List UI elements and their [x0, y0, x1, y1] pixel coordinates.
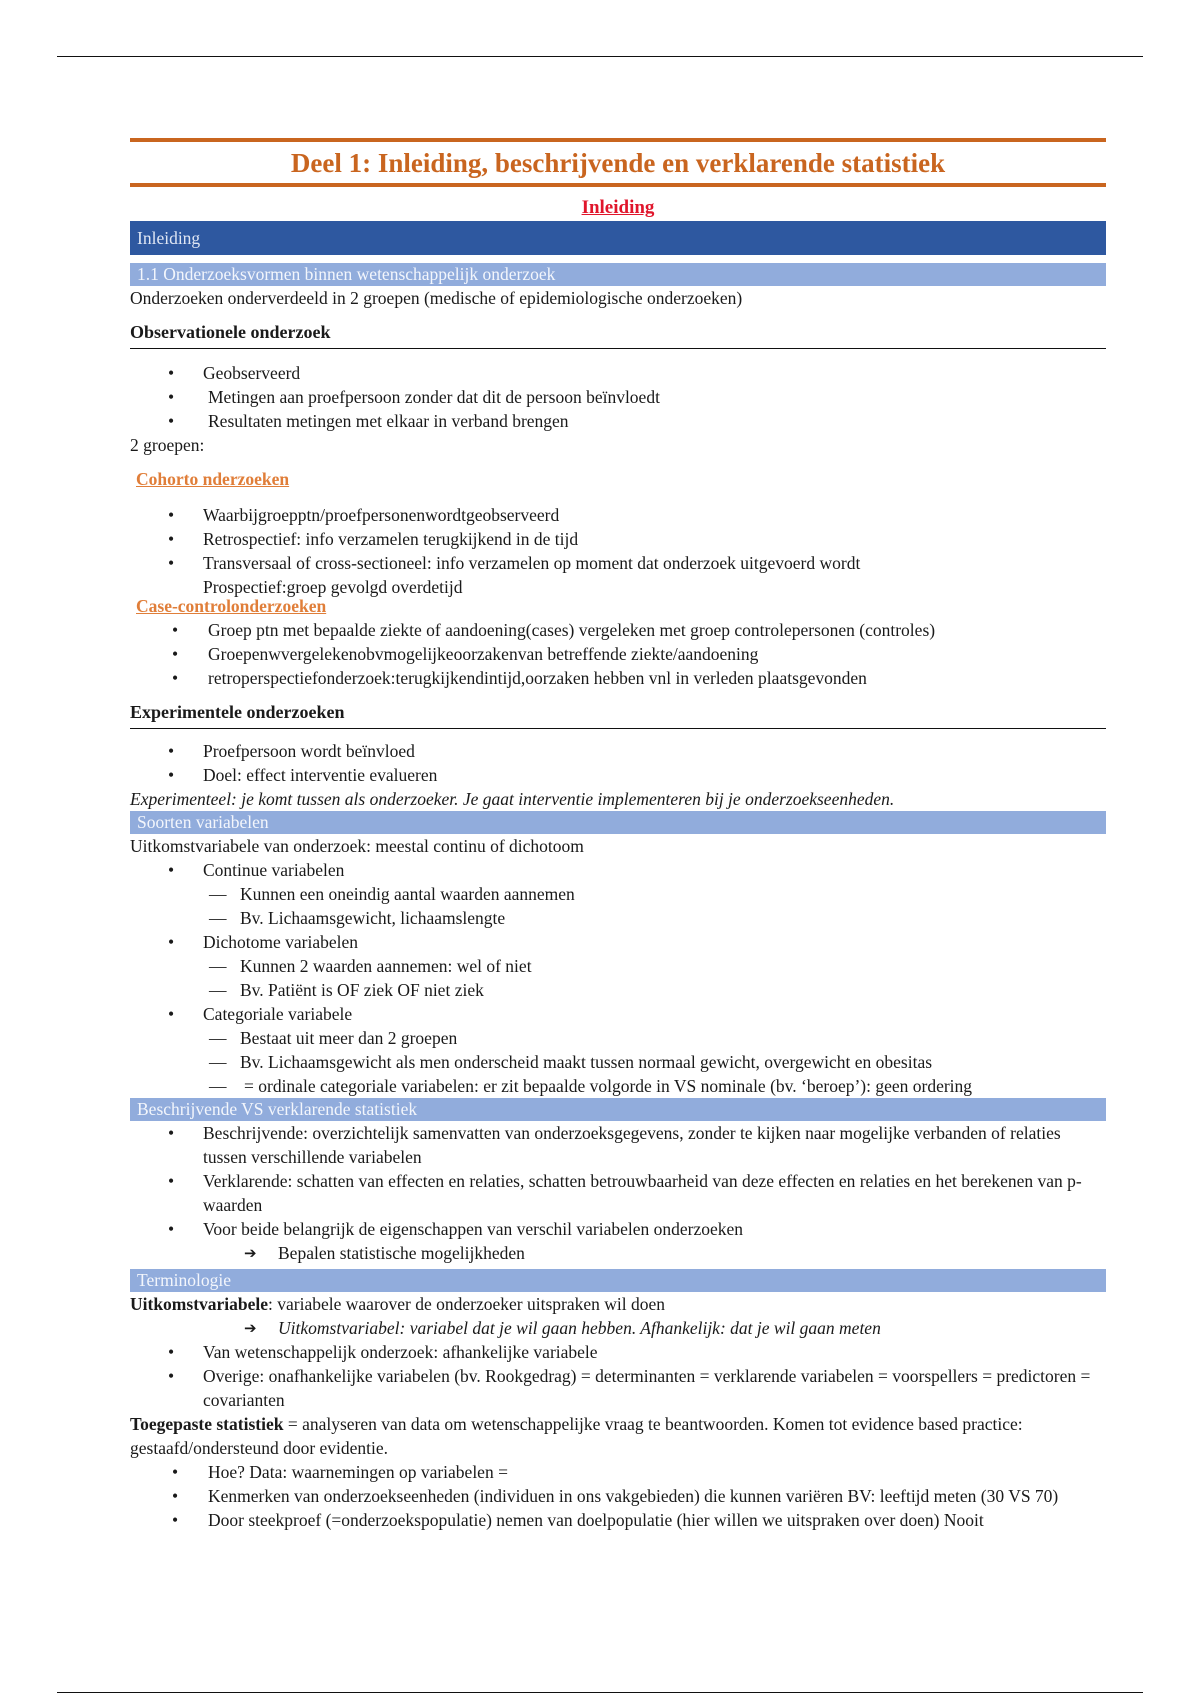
list-item: • Retrospectief: info verzamelen terugkijkend in de tijd: [130, 527, 1106, 551]
cohort-list: [130, 503, 1106, 575]
heading-experimenteel: Experimentele onderzoeken: [130, 702, 345, 722]
variabelen-list: [130, 858, 1106, 882]
beschrijvend-list: [130, 1121, 1106, 1241]
list-item: • Hoe? Data: waarnemingen op variabelen =: [130, 1460, 1106, 1484]
list-item: • Metingen aan proefpersoon zonder dat dit de persoon beïnvloedt: [130, 385, 1106, 409]
document-body: [130, 138, 1106, 1532]
list-item: • Transversaal of cross-sectioneel: info verzamelen op moment dat onderzoek uitgevoerd wordt: [130, 551, 1106, 575]
list-item: • Door steekproef (=onderzoekspopulatie) nemen van doelpopulatie (hier willen we uitspraken over doen) Nooit: [130, 1508, 1106, 1532]
heading-cohort: Cohorto nderzoeken: [136, 469, 290, 489]
list-item: • Doel: effect interventie evalueren: [130, 763, 1106, 787]
observationeel-list: [130, 361, 1106, 433]
list-item: • Proefpersoon wordt beïnvloed: [130, 739, 1106, 763]
uitkomstvariabele-text: : variabele waarover de onderzoeker uitspraken wil doen: [268, 1294, 666, 1314]
sub-item: — Bv. Lichaamsgewicht als men onderscheid maakt tussen normaal gewicht, overgewicht en obesitas: [130, 1050, 1106, 1074]
list-item: • Waarbijgroepptn/proefpersonenwordtgeobserveerd: [130, 503, 1106, 527]
list-item: • Voor beide belangrijk de eigenschappen van verschil variabelen onderzoeken: [130, 1217, 1106, 1241]
sub-item: — = ordinale categoriale variabelen: er zit bepaalde volgorde in VS nominale (bv. ‘beroep’): geen ordering: [130, 1074, 1106, 1098]
soorten-intro: Uitkomstvariabele van onderzoek: meestal continu of dichotoom: [130, 836, 584, 856]
experimenteel-list: [130, 739, 1106, 787]
terminologie-list-b: [130, 1460, 1106, 1532]
document-subtitle: Inleiding: [581, 197, 655, 218]
uitkomst-note: ➔ Uitkomstvariabel: variabel dat je wil gaan hebben. Afhankelijk: dat je wil gaan meten: [130, 1316, 1106, 1340]
page-bottom-rule: [57, 1692, 1143, 1693]
term-uitkomstvariabele: Uitkomstvariabele: [130, 1294, 269, 1314]
list-item: • Groep ptn met bepaalde ziekte of aandoening(cases) vergeleken met groep controlepersonen (controles): [130, 618, 1106, 642]
list-item-categoriaal: • Categoriale variabele: [130, 1002, 1106, 1026]
sub-item: — Kunnen een oneindig aantal waarden aannemen: [130, 882, 1106, 906]
sub-item: — Bv. Patiënt is OF ziek OF niet ziek: [130, 978, 1106, 1002]
terminologie-list-a: [130, 1340, 1106, 1412]
page-top-rule: [57, 56, 1143, 57]
case-control-list: [130, 618, 1106, 690]
sub-item: — Kunnen 2 waarden aannemen: wel of niet: [130, 954, 1106, 978]
list-item: • Resultaten metingen met elkaar in verband brengen: [130, 409, 1106, 433]
toegepaste-statistiek-definition: [130, 1412, 1106, 1460]
toegepaste-statistiek-text: = analyseren van data om wetenschappelijke vraag te beantwoorden. Komen tot evidence based practice: gestaafd/ondersteund door evidentie.: [130, 1414, 1023, 1458]
sub-item: — Bv. Lichaamsgewicht, lichaamslengte: [130, 906, 1106, 930]
list-item: • Groepenwvergelekenobvmogelijkeoorzakenvan betreffende ziekte/aandoening: [130, 642, 1106, 666]
heading-observationeel: Observationele onderzoek: [130, 322, 331, 342]
section-bar-inleiding: Inleiding: [130, 221, 1106, 255]
onderzoeksvormen-intro: Onderzoeken onderverdeeld in 2 groepen (medische of epidemiologische onderzoeken): [130, 288, 743, 308]
heading-terminologie: Terminologie: [130, 1269, 1106, 1292]
heading-beschrijvend-verklarend: Beschrijvende VS verklarende statistiek: [130, 1098, 1106, 1121]
observationeel-rule: [130, 348, 1106, 349]
arrow-note: ➔ Bepalen statistische mogelijkheden: [130, 1241, 1106, 1265]
document-title: Deel 1: Inleiding, beschrijvende en verklarende statistiek: [290, 148, 946, 178]
list-item: • Kenmerken van onderzoekseenheden (individuen in ons vakgebieden) die kunnen variëren BV: leeftijd meten (30 VS 70): [130, 1484, 1106, 1508]
heading-case-control: Case-controlonderzoeken: [136, 596, 327, 616]
experimenteel-note: Experimenteel: je komt tussen als onderzoeker. Je gaat interventie implementeren bij je onderzoekseenheden.: [130, 789, 895, 809]
groups-label: 2 groepen:: [130, 435, 205, 455]
list-item: • Van wetenschappelijk onderzoek: afhankelijke variabele: [130, 1340, 1106, 1364]
list-item-dichotoom: • Dichotome variabelen: [130, 930, 1106, 954]
term-toegepaste-statistiek: Toegepaste statistiek: [130, 1414, 284, 1434]
experimenteel-rule: [130, 728, 1106, 729]
list-item-continue: • Continue variabelen: [130, 858, 1106, 882]
heading-onderzoeksvormen: 1.1 Onderzoeksvormen binnen wetenschappelijk onderzoek: [130, 263, 1106, 286]
list-item: • Overige: onafhankelijke variabelen (bv. Rookgedrag) = determinanten = verklarende variabelen = voorspellers = predictoren = covarianten: [130, 1364, 1106, 1412]
cohort-prospectief: Prospectief:groep gevolgd overdetijd: [203, 577, 463, 597]
list-item: • Geobserveerd: [130, 361, 1106, 385]
uitkomstvariabele-definition: [130, 1292, 1106, 1316]
heading-soorten-variabelen: Soorten variabelen: [130, 811, 1106, 834]
list-item: • Verklarende: schatten van effecten en relaties, schatten betrouwbaarheid van deze effecten en relaties en het berekenen van p-waarden: [130, 1169, 1106, 1217]
list-item: • retroperspectiefonderzoek:terugkijkendintijd,oorzaken hebben vnl in verleden plaatsgevonden: [130, 666, 1106, 690]
title-bottom-rule: [130, 183, 1106, 187]
list-item: • Beschrijvende: overzichtelijk samenvatten van onderzoeksgegevens, zonder te kijken naar mogelijke verbanden of relaties tussen verschillende variabelen: [130, 1121, 1106, 1169]
sub-item: — Bestaat uit meer dan 2 groepen: [130, 1026, 1106, 1050]
